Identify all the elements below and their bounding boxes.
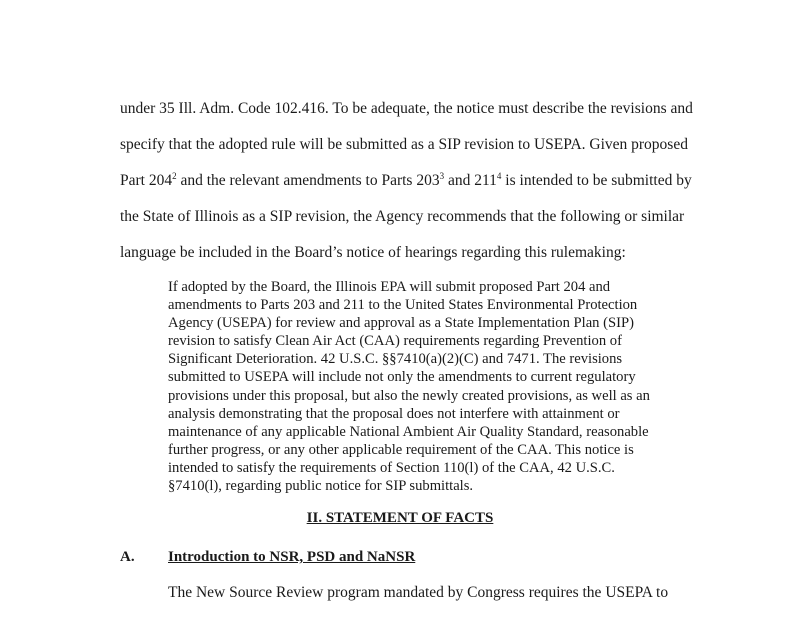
quote-line: analysis demonstrating that the proposal does not interfere with attainment or bbox=[168, 405, 620, 422]
body-text: and the relevant amendments to Parts 203 bbox=[176, 172, 440, 189]
quote-line: provisions under this proposal, but also the newly created provisions, as well as an bbox=[168, 387, 650, 404]
quote-line: amendments to Parts 203 and 211 to the United States Environmental Protection bbox=[168, 297, 638, 314]
body-line-4: the State of Illinois as a SIP revision, the Agency recommends that the following or similar bbox=[120, 208, 685, 225]
footnote-ref-3[interactable]: 3 bbox=[439, 170, 445, 181]
footnote-ref-2[interactable]: 2 bbox=[172, 170, 177, 181]
body-line-3 bbox=[120, 171, 720, 191]
footnote-ref-4[interactable]: 4 bbox=[496, 170, 502, 181]
quote-line: submitted to USEPA will include not only the amendments to current regulatory bbox=[168, 369, 636, 386]
body-line-last: The New Source Review program mandated by Congress requires the USEPA to bbox=[168, 584, 669, 601]
section-heading bbox=[0, 510, 800, 527]
body-text: and 211 bbox=[444, 172, 497, 189]
body-text: Part 204 bbox=[120, 172, 173, 189]
body-line-1: under 35 Ill. Adm. Code 102.416. To be adequate, the notice must describe the revisions and bbox=[120, 100, 693, 117]
quote-line: maintenance of any applicable National Ambient Air Quality Standard, reasonable bbox=[168, 423, 649, 440]
subsection-letter: A. bbox=[120, 549, 135, 565]
quote-line: Significant Deterioration. 42 U.S.C. §§7410(a)(2)(C) and 7471. The revisions bbox=[168, 351, 623, 368]
body-text: is intended to be submitted by bbox=[501, 172, 692, 189]
quote-line: Agency (USEPA) for review and approval as a State Implementation Plan (SIP) bbox=[168, 315, 634, 332]
subsection-title: Introduction to NSR, PSD and NaNSR bbox=[168, 549, 416, 565]
body-line-5: language be included in the Board’s notice of hearings regarding this rulemaking: bbox=[120, 244, 626, 261]
quote-line: intended to satisfy the requirements of Section 110(l) of the CAA, 42 U.S.C. bbox=[168, 459, 615, 476]
quote-line: revision to satisfy Clean Air Act (CAA) requirements regarding Prevention of bbox=[168, 333, 622, 350]
block-quote bbox=[168, 278, 688, 495]
quote-line: further progress, or any other applicable requirement of the CAA. This notice is bbox=[168, 441, 634, 458]
section-heading-text: II. STATEMENT OF FACTS bbox=[306, 510, 494, 526]
quote-line: If adopted by the Board, the Illinois EPA will submit proposed Part 204 and bbox=[168, 279, 611, 295]
body-line-2: specify that the adopted rule will be submitted as a SIP revision to USEPA. Given proposed bbox=[120, 136, 688, 153]
quote-line: §7410(l), regarding public notice for SIP submittals. bbox=[168, 478, 474, 495]
